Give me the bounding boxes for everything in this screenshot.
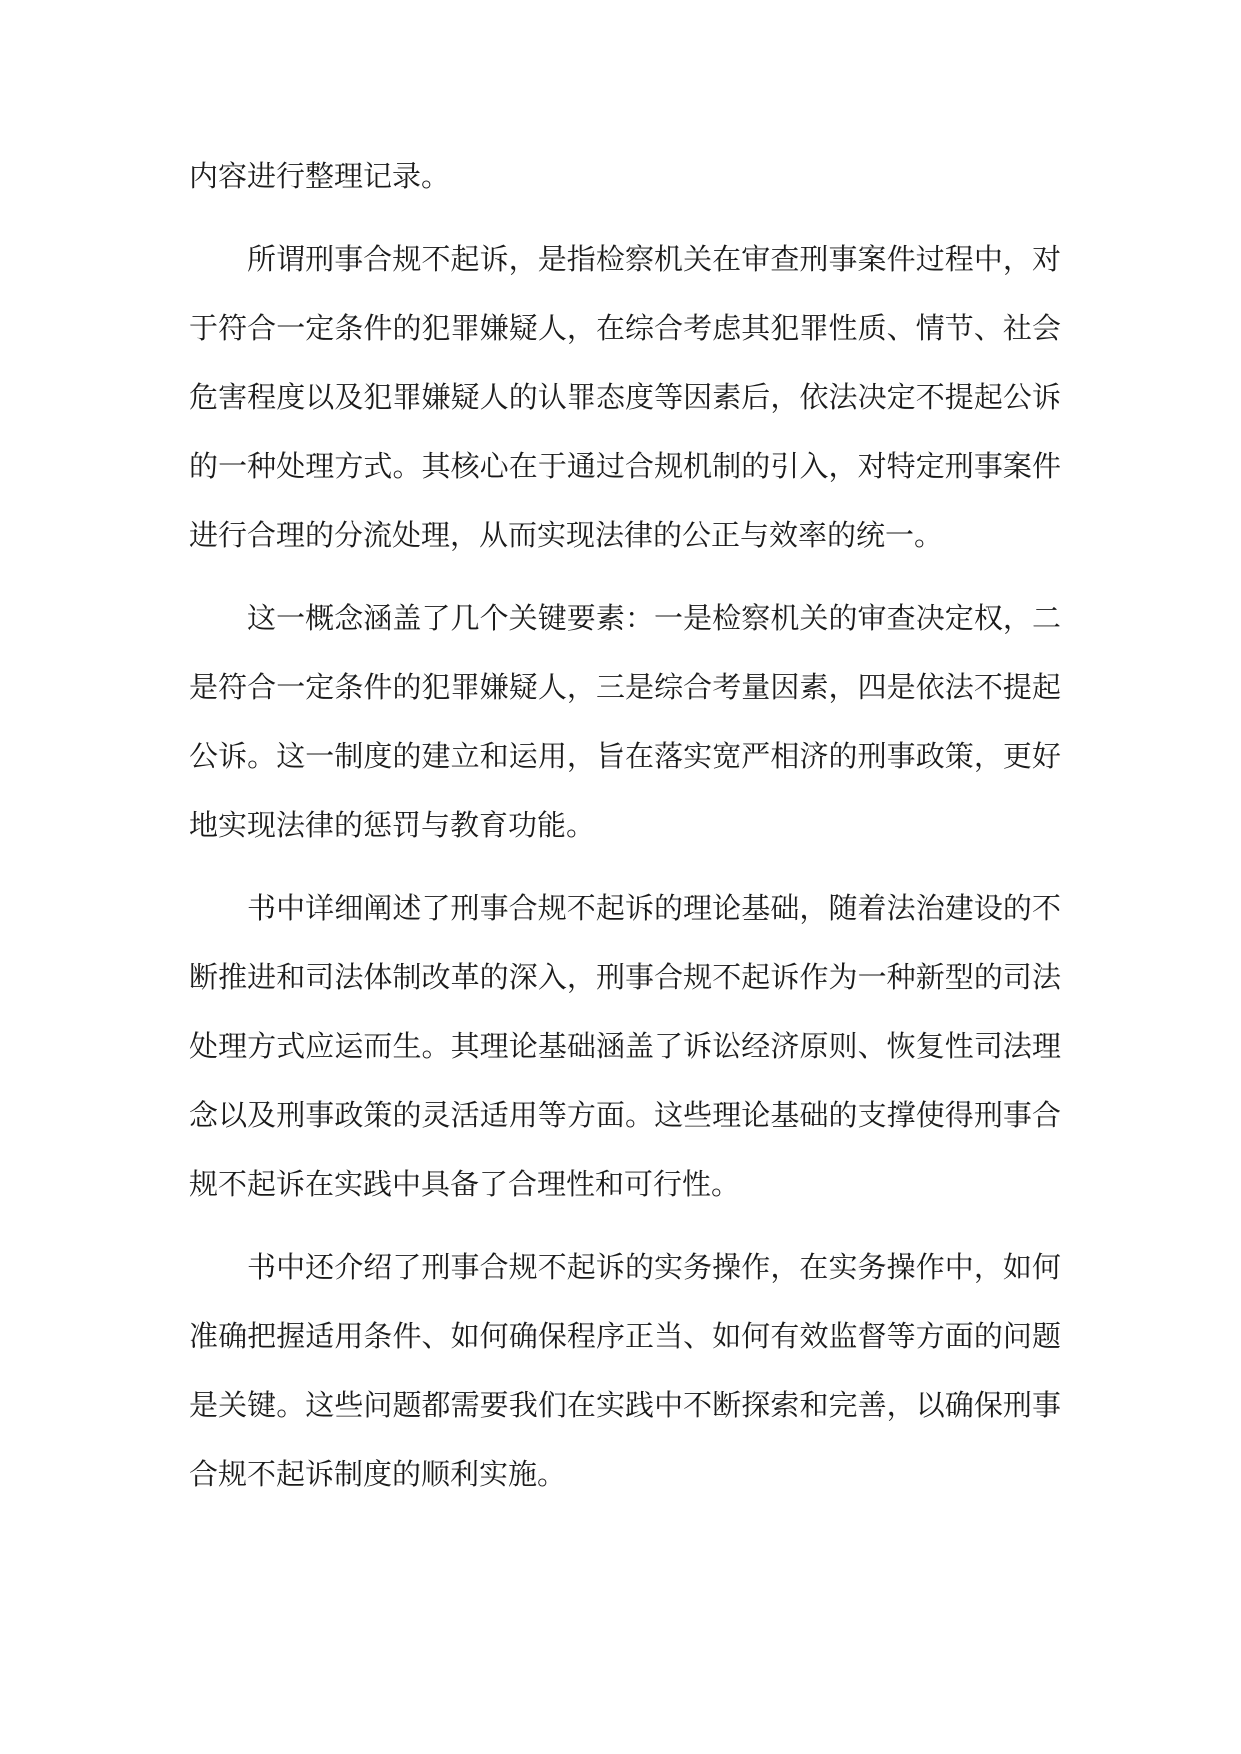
paragraph-theory-basis: 书中详细阐述了刑事合规不起诉的理论基础，随着法治建设的不断推进和司法体制改革的深入，刑事合规不起诉作为一种新型的司法处理方式应运而生。其理论基础涵盖了诉讼经济原则、恢复性司法理念以及刑事政策的灵活适用等方面。这些理论基础的支撑使得刑事合规不起诉在实践中具备了合理性和可行性。 <box>189 891 1061 1201</box>
paragraph-key-elements: 这一概念涵盖了几个关键要素：一是检察机关的审查决定权，二是符合一定条件的犯罪嫌疑人，三是综合考量因素，四是依法不提起公诉。这一制度的建立和运用，旨在落实宽严相济的刑事政策，更好地实现法律的惩罚与教育功能。 <box>189 601 1061 842</box>
paragraph-definition: 所谓刑事合规不起诉，是指检察机关在审查刑事案件过程中，对于符合一定条件的犯罪嫌疑人，在综合考虑其犯罪性质、情节、社会危害程度以及犯罪嫌疑人的认罪态度等因素后，依法决定不提起公诉的一种处理方式。其核心在于通过合规机制的引入，对特定刑事案件进行合理的分流处理，从而实现法律的公正与效率的统一。 <box>189 242 1061 552</box>
paragraph-practice: 书中还介绍了刑事合规不起诉的实务操作，在实务操作中，如何准确把握适用条件、如何确保程序正当、如何有效监督等方面的问题是关键。这些问题都需要我们在实践中不断探索和完善，以确保刑事合规不起诉制度的顺利实施。 <box>189 1250 1061 1491</box>
document-body <box>189 142 1061 1523</box>
paragraph-continuation: 内容进行整理记录。 <box>189 159 451 193</box>
